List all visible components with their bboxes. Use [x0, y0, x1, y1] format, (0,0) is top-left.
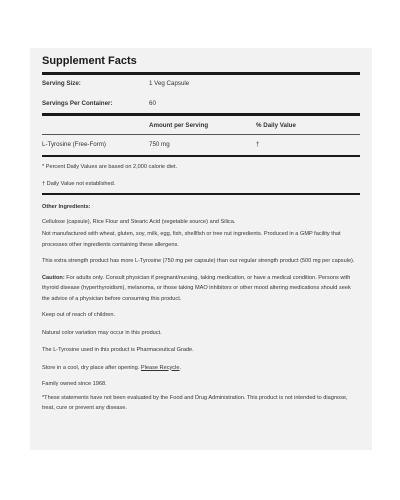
serving-size-value: 1 Veg Capsule: [149, 80, 190, 87]
daily-value-header: % Daily Value: [256, 122, 296, 129]
table-row: [42, 140, 360, 150]
serving-size-row: [42, 79, 360, 89]
ingredient-name: L-Tyrosine (Free-Form): [42, 141, 106, 148]
storage-statement: [42, 363, 360, 374]
amount-per-serving-header: Amount per Serving: [149, 122, 209, 129]
storage-text: Store in a cool, dry place after opening.: [42, 364, 141, 371]
title-divider: [42, 72, 360, 75]
caution-label: Caution:: [42, 274, 65, 281]
other-ingredients-heading: Other Ingredients:: [42, 204, 91, 210]
percent-daily-value-footnote: * Percent Daily Values are based on 2,000 calorie diet.: [42, 164, 178, 170]
servings-divider: [42, 113, 360, 116]
serving-size-label: Serving Size:: [42, 80, 81, 87]
caution-text: For adults only. Consult physician if pregnant/nursing, taking medication, or have a medical condition. Persons with thyroid disease (hyperthyroidism), melanoma, or those taking MAO inhibitors or other mood altering medications should seek the advice of a physician before consuming this product.: [42, 274, 351, 302]
fda-disclaimer: *These statements have not been evaluated by the Food and Drug Administration. This product is not intended to diagnose, treat, cure or prevent any disease.: [42, 394, 348, 411]
table-header: [42, 121, 360, 131]
supplement-facts-title: Supplement Facts: [42, 55, 137, 67]
servings-per-container-value: 60: [149, 100, 156, 107]
table-bottom-divider: [42, 155, 360, 157]
storage-end: .: [179, 364, 182, 371]
facts-bottom-divider: [42, 193, 360, 195]
daily-value-not-established-footnote: † Daily Value not established.: [42, 181, 116, 187]
table-header-divider: [42, 134, 360, 135]
family-owned-note: Family owned since 1968.: [42, 381, 107, 387]
other-ingredients-text: Cellulose (capsule), Rice Flour and Stearic Acid (vegetable source) and Silica.: [42, 218, 236, 225]
caution-statement: [42, 273, 360, 305]
supplement-facts-panel: [30, 48, 372, 450]
color-variation-note: Natural color variation may occur in this product.: [42, 329, 162, 336]
strength-statement: This extra strength product has more L-Tyrosine (750 mg per capsule) than our regular strength product (500 mg per capsule).: [42, 258, 355, 264]
servings-per-container-label: Servings Per Container:: [42, 100, 113, 107]
keep-out-of-reach: Keep out of reach of children.: [42, 312, 116, 318]
ingredient-daily-value: †: [256, 141, 260, 148]
servings-per-container-row: [42, 99, 360, 109]
pharmaceutical-grade-note: The L-Tyrosine used in this product is Pharmaceutical Grade.: [42, 347, 194, 353]
ingredient-amount: 750 mg: [149, 141, 170, 148]
please-recycle-link[interactable]: Please Recycle: [140, 364, 180, 371]
allergen-statement: Not manufactured with wheat, gluten, soy, milk, egg, fish, shellfish or tree nut ingredients. Produced in a GMP facility that processes other ingredients containing these allergens.: [42, 231, 341, 248]
